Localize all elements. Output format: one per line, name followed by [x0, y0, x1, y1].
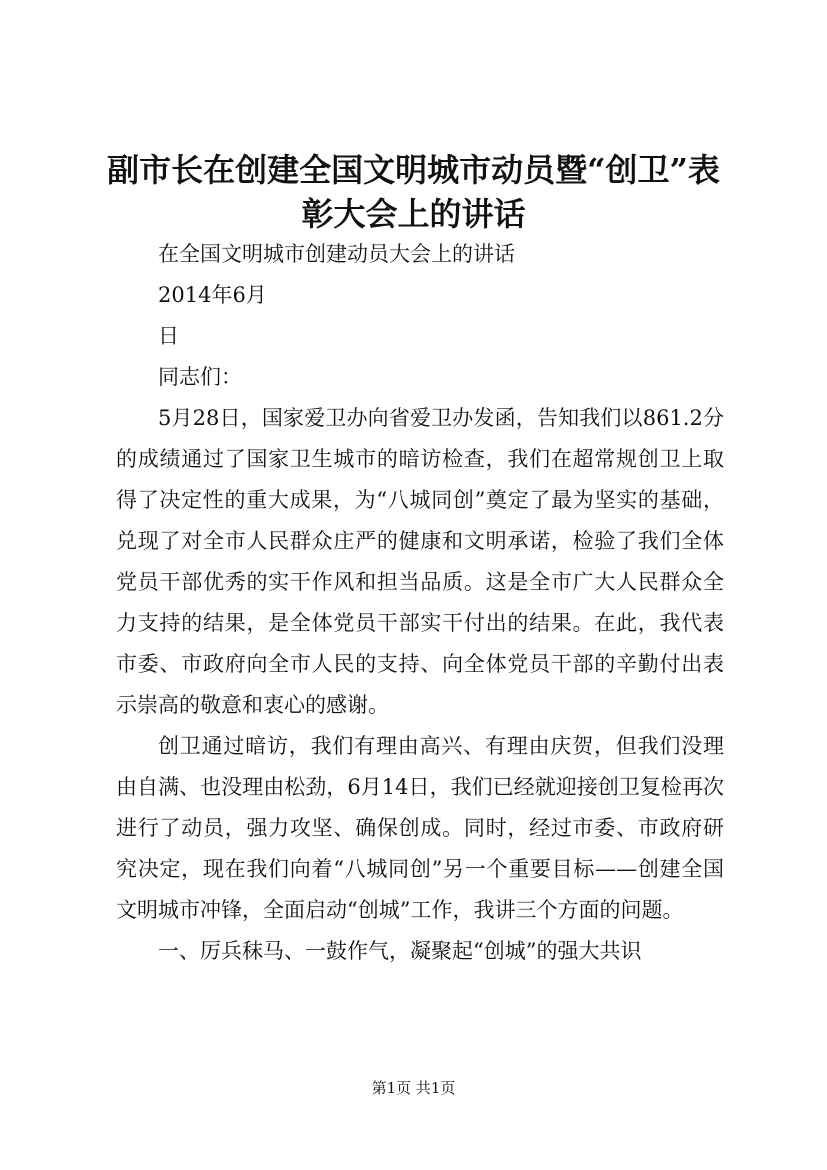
page-footer: 第1页 共1页: [371, 1079, 456, 1097]
salutation-paragraph: 同志们：: [158, 365, 242, 389]
date-paragraph: 2014年6月: [158, 283, 267, 307]
subtitle-paragraph: 在全国文明城市创建动员大会上的讲话: [158, 242, 515, 266]
body-paragraph-1: 5月28日，国家爱卫办向省爱卫办发函，告知我们以861.2分的成绩通过了国家卫生城市的暗访检查，我们在超常规创卫上取得了决定性的重大成果，为“八城同创”奠定了最为坚实的基础，兑现了对全市人民群众庄严的健康和文明承诺，检验了我们全体党员干部优秀的实干作风和担当品质。这是全市广大人民群众全力支持的结果，是全体党员干部实干付出的结果。在此，我代表市委、市政府向全市人民的支持、向全体党员干部的辛勤付出表示崇高的敬意和衷心的感谢。: [116, 406, 724, 717]
document-body: [116, 234, 724, 972]
document-title: 副市长在创建全国文明城市动员暨“创卫”表彰大会上的讲话: [107, 151, 720, 233]
body-paragraph-2: 创卫通过暗访，我们有理由高兴、有理由庆贺，但我们没理由自满、也没理由松劲，6月14日，我们已经就迎接创卫复检再次进行了动员，强力攻坚、确保创成。同时，经过市委、市政府研究决定，现在我们向着“八城同创”另一个重要目标——创建全国文明城市冲锋，全面启动“创城”工作，我讲三个方面的问题。: [116, 734, 724, 922]
section-heading-1: 一、厉兵秣马、一鼓作气，凝聚起“创城”的强大共识: [158, 939, 642, 963]
day-paragraph: 日: [158, 324, 179, 348]
